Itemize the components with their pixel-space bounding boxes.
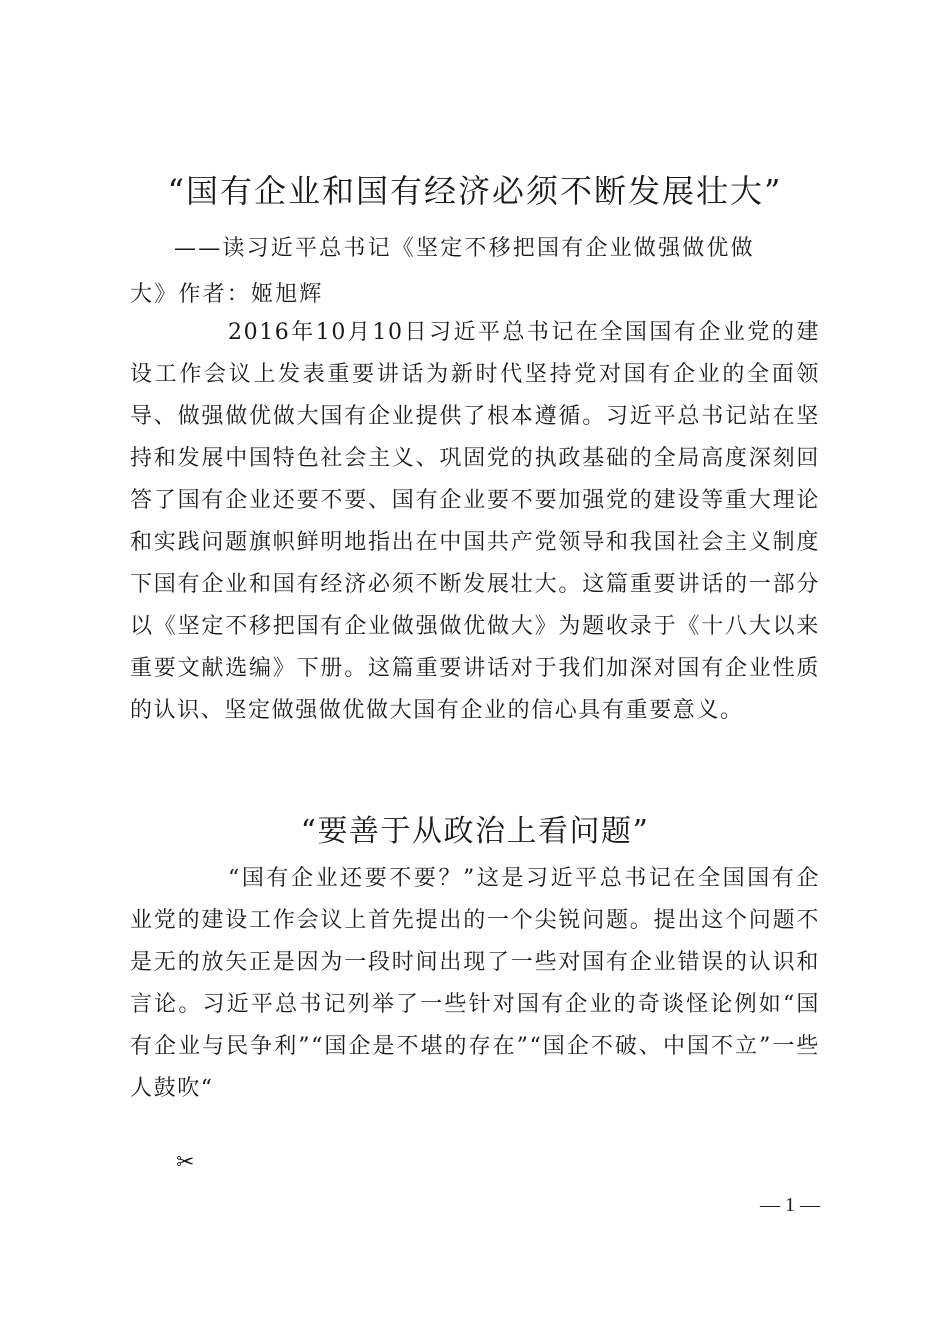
- body-paragraph-1: 2016年10月10日习近平总书记在全国国有企业党的建设工作会议上发表重要讲话为新时代坚持党对国有企业的全面领导、做强做优做大国有企业提供了根本遵循。习近平总书记站在坚持和发展中国特色社会主义、巩固党的执政基础的全局高度深刻回答了国有企业还要不要、国有企业要不要加强党的建设等重大理论和实践问题旗帜鲜明地指出在中国共产党领导和我国社会主义制度下国有企业和国有经济必须不断发展壮大。这篇重要讲话的一部分以《坚定不移把国有企业做强做优做大》为题收录于《十八大以来重要文献选编》下册。这篇重要讲话对于我们加深对国有企业性质的认识、坚定做强做优做大国有企业的信心具有重要意义。: [130, 320, 820, 723]
- page-number: — 1 —: [760, 1194, 820, 1216]
- document-subtitle: [130, 226, 820, 318]
- scissors-icon: ✂: [176, 1150, 195, 1175]
- document-title: “国有企业和国有经济必须不断发展壮大”: [167, 172, 783, 210]
- subtitle-line-1: ——读习近平总书记《坚定不移把国有企业做强做优做: [174, 236, 755, 261]
- subtitle-line-2: 大》作者：姬旭辉: [130, 282, 324, 307]
- body-paragraph-2: “国有企业还要不要？”这是习近平总书记在全国国有企业党的建设工作会议上首先提出的一个尖锐问题。提出这个问题不是无的放矢正是因为一段时间出现了一些对国有企业错误的认识和言论。习近平总书记列举了一些针对国有企业的奇谈怪论例如“国有企业与民争利”“国企是不堪的存在”“国企不破、中国不立”一些人鼓吹“: [130, 866, 820, 1101]
- section-heading: “要善于从政治上看问题”: [300, 814, 650, 849]
